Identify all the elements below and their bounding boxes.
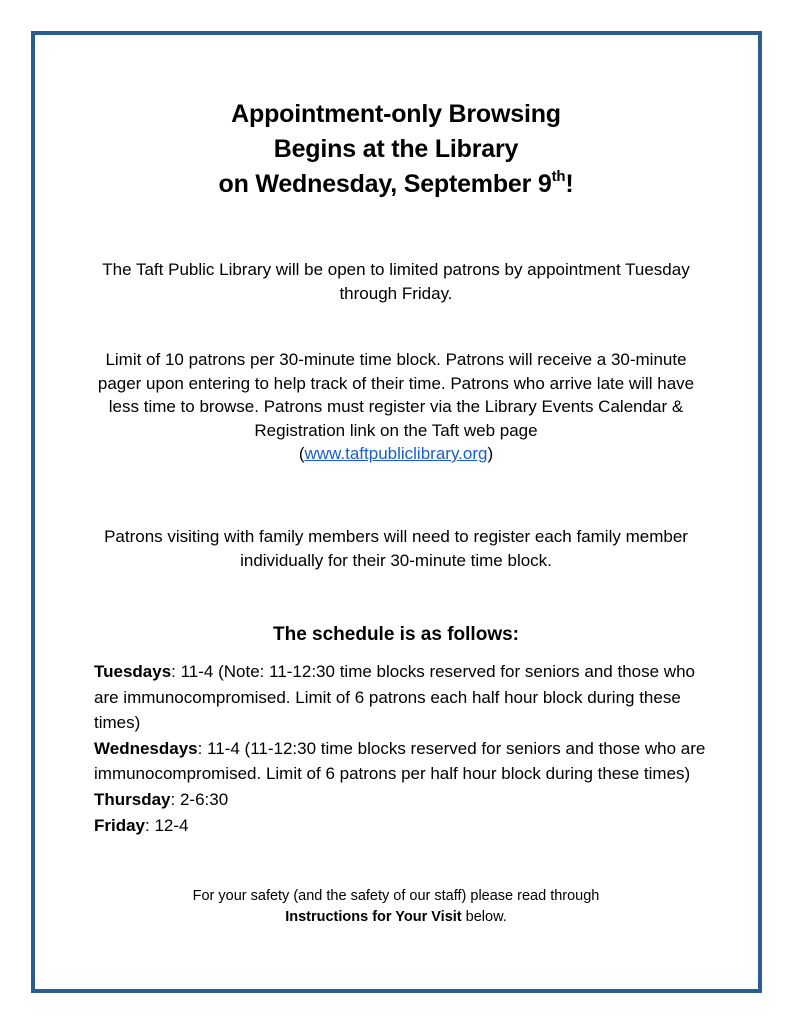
schedule-details: : 11-4 (11-12:30 time blocks reserved for seniors and those who are immunocompromised. Limit of 6 patrons per half hour block during these times): [94, 738, 706, 784]
footer-line-1: For your safety (and the safety of our staff) please read through: [192, 888, 600, 904]
footer-rest: below.: [461, 909, 507, 925]
title-suffix: !: [565, 170, 574, 198]
schedule-entry-thursday: [94, 787, 710, 813]
footer-note: [96, 886, 696, 928]
title-line-1: Appointment-only Browsing: [231, 100, 561, 128]
schedule-day: Thursday: [94, 789, 171, 809]
family-note-paragraph: Patrons visiting with family members will need to register each family member individually for their 30-minute time block.: [104, 527, 688, 570]
schedule-day: Wednesdays: [94, 738, 198, 758]
schedule-day: Friday: [94, 815, 146, 835]
link-paren-open: (: [298, 444, 305, 463]
page-title: [0, 97, 792, 202]
title-line-2: Begins at the Library: [273, 135, 519, 163]
title-line-3: [0, 167, 792, 202]
schedule-details: : 2-6:30: [170, 789, 229, 809]
intro-paragraph: The Taft Public Library will be open to limited patrons by appointment Tuesday through Friday.: [102, 260, 690, 303]
title-superscript: th: [551, 168, 566, 185]
library-website-link[interactable]: www.taftpubliclibrary.org: [304, 444, 488, 463]
link-paren-close: ): [487, 444, 494, 463]
schedule-details: : 11-4 (Note: 11-12:30 time blocks reserved for seniors and those who are immunocompromised. Limit of 6 patrons each half hour block during these times): [94, 662, 695, 733]
schedule-entry-tuesday: [94, 659, 710, 736]
schedule-list: [94, 659, 710, 838]
schedule-details: : 12-4: [145, 815, 189, 835]
title-line-3-text: on Wednesday, September 9: [218, 170, 552, 198]
limits-text: Limit of 10 patrons per 30-minute time block. Patrons will receive a 30-minute pager upon entering to help track of their time. Patrons who arrive late will have less time to browse. Patrons must register via the Library Events Calendar & Registration link on the Taft web page: [97, 350, 695, 440]
schedule-entry-wednesday: [94, 736, 710, 787]
schedule-heading: The schedule is as follows:: [272, 624, 519, 645]
footer-instructions-bold: Instructions for Your Visit: [285, 909, 462, 925]
schedule-entry-friday: [94, 813, 710, 839]
schedule-day: Tuesdays: [94, 662, 172, 681]
limits-paragraph: [90, 348, 702, 466]
